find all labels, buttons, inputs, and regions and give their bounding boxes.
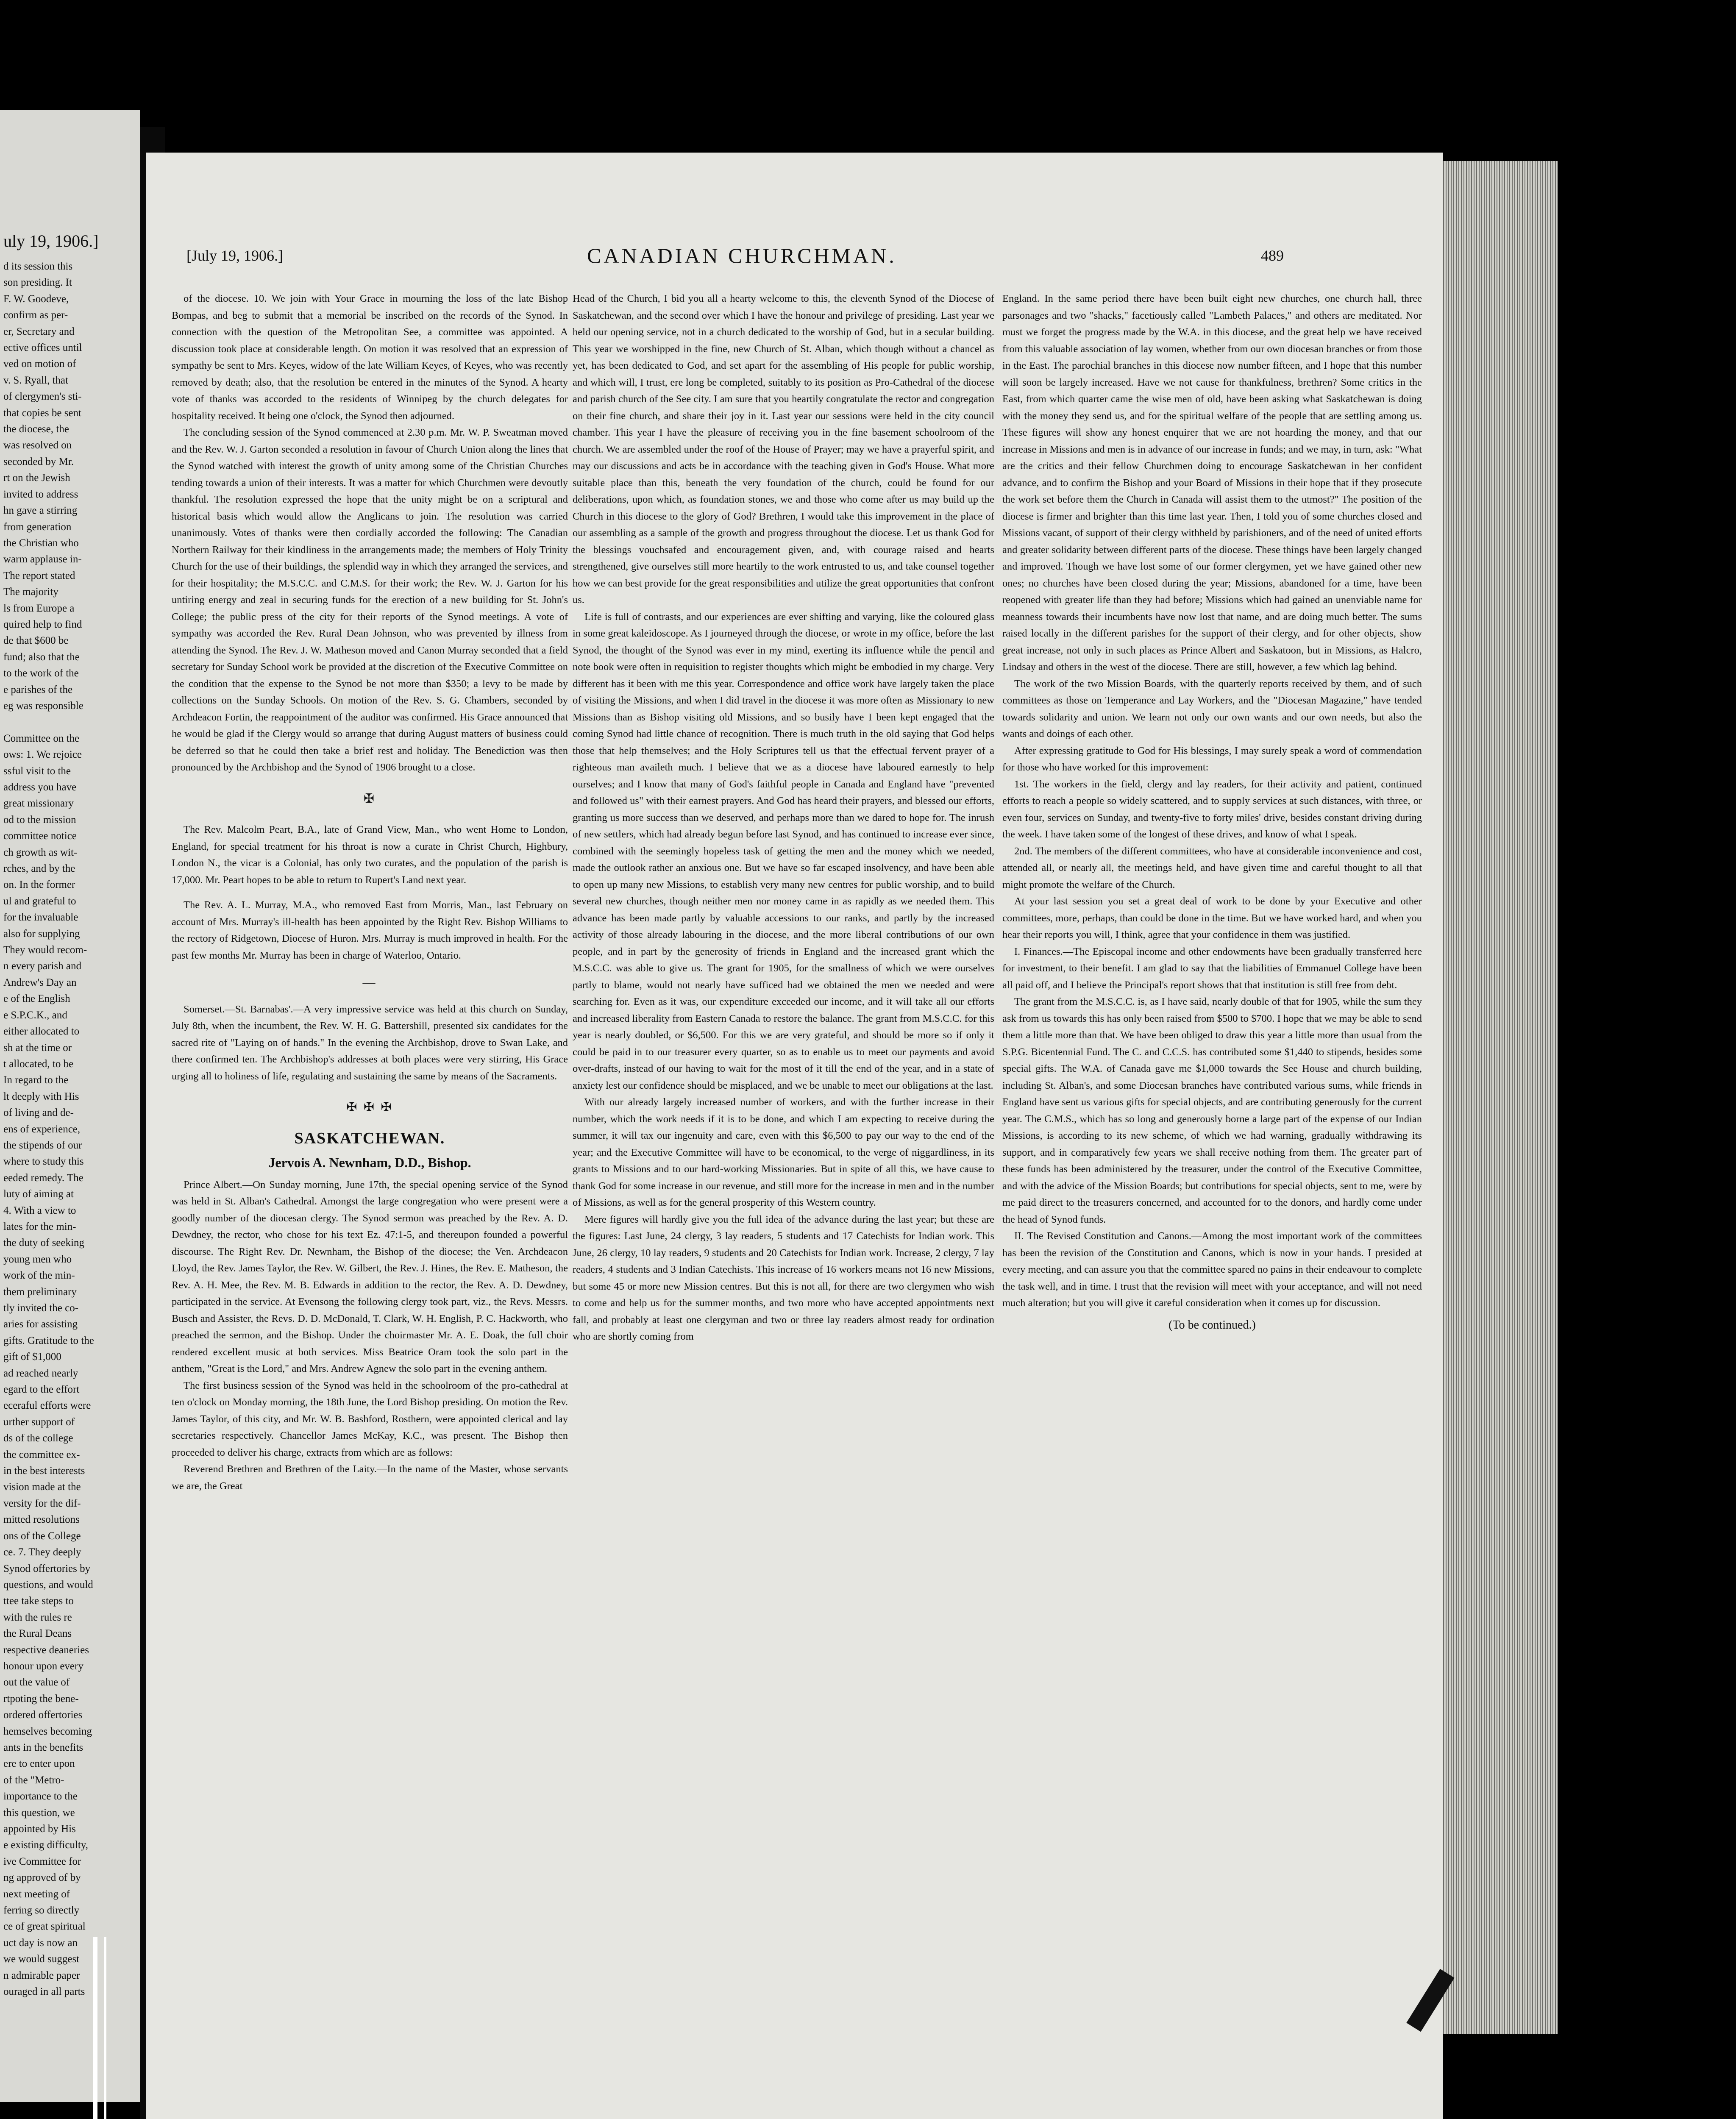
section-subhead: Jervois A. Newnham, D.D., Bishop. [268,1155,471,1170]
facing-page-header: uly 19, 1906.] [3,231,99,250]
paragraph: 1st. The workers in the field, clergy and lay readers, for their activity and patient, continued efforts to reach a people so widely scattered, and to supply services at such distances, with three, or even four, services on Sunday, and twenty-five to forty miles' drive, besides constant driving during the week. I have taken some of the longest of these drives, and know of what I speak. [1002,778,1422,840]
paragraph: Life is full of contrasts, and our experiences are ever shifting and varying, like the coloured glass in some great kaleidoscope. As I journeyed through the diocese, or wrote in my office, before the last Synod, the thought of the Synod was ever in my mind, exerting its influence while the pencil and note book were often in requisition to register thoughts which might be embodied in my charge. Very different has it been with me this year. Correspondence and office work have largely taken the place of visiting the Missions, and when I did travel in the diocese it was more often as Missionary to new Missions than as Bishop visiting old Missions, and so busily have I been kept engaged that the coming Synod had little chance of recognition. There is much truth in the old saying that God helps those that help themselves; and the Holy Scriptures tell us that the effectual fervent prayer of a righteous man availeth much. I believe that we as a diocese have laboured earnestly to help ourselves; and I know that many of God's faithful people in Canada and England have "prevented and followed us" with their earnest prayers. And God has heard their prayers, and blessed our efforts, granting us more success than we deserved, and perhaps more than we dared to hope for. The inrush of new settlers, which had already begun before last Synod, and has continued to increase ever since, combined with the seemingly hopeless task of getting the men and the money which we needed, made the outlook rather an anxious one. But we have so far escaped insolvency, and have been able to open up many new Missions, to establish very many new centres for public worship, and to build several new churches, though neither men nor money came in as rapidly as we needed them. This advance has been made partly by valuable accessions to our ranks, and partly by the increased activity of those already labouring in the diocese, and the more liberal contributions of our own people, and in part by the generosity of friends in England and the increased grant which the M.S.C.C. was able to give us. The grant for 1905, for the smallness of which we were ourselves partly to blame, would not nearly have sufficed had we obtained the men we needed and were searching for. Even as it was, our expenditure exceeded our income, and it will take all our efforts and increased liberality from Eastern Canada to restore the balance. The grant from M.S.C.C. for this year is nearly doubled, or $6,500. For this we are very grateful, and should be more so if only it could be paid in to our treasurer every quarter, so as to enable us to meet our payments and avoid over-drafts, instead of our having to wait for the most of it till the end of the year, and in a state of anxiety lest our confidence should be misplaced, and we be unable to meet our obligations at the last. [573,611,994,1091]
facing-page [0,110,140,2102]
paragraph: I. Finances.—The Episcopal income and other endowments have been gradually transferred here for investment, to their benefit. I am glad to say that the liabilities of Emmanuel College have been all paid off, and I believe the Principal's report shows that that institution is still free from debt. [1002,945,1422,991]
facing-page-text: d its session this son presiding. It F. W. Goodeve, confirm as per- er, Secretary and ective offices until ved on motion of v. S. Ryall, that of clergymen's sti- that copies be sent the diocese, the was resolved on seconded by Mr. rt on the Jewish invited to address hn gave a stirring from generation the Christian who warm applause in- The report stated The majority ls from Europe a quired help to find de that $600 be fund; also that the to the work of the e parishes of the eg was responsible Committee on the ows: 1. We rejoice ssful visit to the address you have great missionary od to the mission committee notice ch growth as wit- rches, and by the on. In the former ul and grateful to for the invaluable also for supplying They would recom- n every parish and Andrew's Day an e of the English e S.P.C.K., and either allocated to sh at the time or t allocated, to be In regard to the lt deeply with His of living and de- ens of experience, the stipends of our where to study this eeded remedy. The luty of aiming at 4. With a view to lates for the min- the duty of seeking young men who work of the min- them preliminary tly invited the co- aries for assisting gifts. Gratitude to the gift of $1,000 ad reached nearly egard to the effort eceraful efforts were urther support of ds of the college the committee ex- in the best interests vision made at the versity for the dif- mitted resolutions ons of the College ce. 7. They deeply Synod offertories by questions, and would ttee take steps to with the rules re the Rural Deans respective deaneries honour upon every out the value of rtpoting the bene- ordered offertories hemselves becoming ants in the benefits ere to enter upon of the "Metro- importance to the this question, we appointed by His e existing difficulty, ive Committee for ng approved of by next meeting of ferring so directly ce of great spiritual uct day is now an we would suggest n admirable paper ouraged in all parts [3,261,94,1998]
publication-title: CANADIAN CHURCHMAN. [587,244,897,267]
paragraph: 2nd. The members of the different committees, who have at considerable inconvenience and cost, attended all, or nearly all, the meetings held, and have given time and careful thought to all that might promote the welfare of the Church. [1002,845,1422,890]
column-2 [573,290,994,1345]
paragraph: Mere figures will hardly give you the full idea of the advance during the last year; but these are the figures: Last June, 24 clergy, 3 lay readers, 5 students and 17 Catechists for Indian work. This June, 26 clergy, 10 lay readers, 9 students and 20 Catechists for Indian work. Increase, 2 clergy, 7 lay readers, 4 students and 3 Indian Catechists. This increase of 16 workers means not 16 new Missions, but some 45 or more new Mission centres. But this is not all, for there are two clergymen who wish to come and help us for the summer months, and two more who have accepted appointments next fall, and probably at least one clergyman and two or three lay readers almost ready for ordination who are shortly coming from [573,1213,994,1342]
ornament-divider: — [362,975,377,989]
paragraph: Prince Albert.—On Sunday morning, June 17th, the special opening service of the Synod was held in St. Alban's Cathedral. Amongst the large congregation who were present were a goodly number of the diocesan clergy. The Synod sermon was preached by the Rev. A. D. Dewdney, the rector, who chose for his text Ez. 47:1-5, and thereupon founded a powerful discourse. The Right Rev. Dr. Newnham, the Bishop of the diocese; the Ven. Archdeacon Lloyd, the Rev. James Taylor, the Rev. W. Gilbert, the Rev. J. Hines, the Rev. E. Matheson, the Rev. A. H. Mee, the Rev. M. B. Edwards in addition to the rector, the Rev. A. D. Dewdney, participated in the service. At Evensong the following clergy took part, viz., the Revs. Messrs. Busch and Assister, the Revs. D. D. McDonald, T. Clark, W. H. English, P. C. Hackworth, who preached the sermon, and the Bishop. Under the choirmaster Mr. A. E. Doak, the full choir rendered excellent music at both services. Miss Beatrice Oram took the solo part in the anthem, "Great is the Lord," and Mrs. Andrew Agnew the solo part in the evening anthem. [172,1179,568,1374]
column-1 [172,290,568,1494]
continued-note: (To be continued.) [1168,1318,1256,1332]
paragraph: The first business session of the Synod was held in the schoolroom of the pro-cathedral at ten o'clock on Monday morning, the 18th June, the Lord Bishop presiding. On motion the Rev. James Taylor, of this city, and Mr. W. B. Bashford, Rosthern, were appointed clerical and lay secretaries respectively. Chancellor James McKay, K.C., was present. The Bishop then proceeded to deliver his charge, extracts from which are as follows: [172,1379,568,1458]
paragraph: of the diocese. 10. We join with Your Grace in mourning the loss of the late Bishop Bompas, and beg to submit that a memorial be inscribed on the records of the Synod. In connection with the question of the Metropolitan See, a committee was appointed. A discussion took place at considerable length. On motion it was resolved that an expression of sympathy be sent to Mrs. Keyes, widow of the late William Keyes, of Keyes, who was recently removed by death; also, that the resolution be entered in the minutes of the Synod. A hearty vote of thanks was accorded to the residents of Winnipeg by the church delegates for hospitality received. It being one o'clock, the Synod then adjourned. [172,293,568,422]
paragraph: At your last session you set a great deal of work to be done by your Executive and other committees, more, perhaps, than could be done in the time. But we have worked hard, and when you hear their reports you will, I think, agree that your confidence in them was justified. [1002,895,1422,940]
film-scratch [93,1937,97,2119]
paragraph: II. The Revised Constitution and Canons.—Among the most important work of the committees has been the revision of the Constitution and Canons, which is now in your hands. I presided at every meeting, and can assure you that the committee spared no pains in their endeavour to complete the task well, and in time. I trust that the revision will meet with your acceptance, and will not need much alteration; but you will give it careful consideration when it comes up for discussion. [1002,1230,1422,1309]
paragraph: The Rev. Malcolm Peart, B.A., late of Grand View, Man., who went Home to London, England, for special treatment for his throat is now a curate in Christ Church, Highbury, London N., the vicar is a Colonial, has only two curates, and the population of the parish is 17,000. Mr. Peart hopes to be able to return to Rupert's Land next year. [172,824,568,886]
film-scratch [104,1937,106,2119]
page-number: 489 [1261,247,1284,264]
section-ornament: ✠ ✠ ✠ [346,1100,393,1114]
paragraph: With our already largely increased number of workers, and with the further increase in their number, which the work needs if it is to be done, and which I am expecting to receive during the summer, it will tax our ingenuity and care, even with this $6,500 to pay our way to the end of the year; and the Executive Committee will have to be economical, to the verge of niggardliness, in its grants to Missions and to our hard-working Missionaries. But in spite of all this, we have cause to thank God for some increase in our revenue, and still more for the increase in men and in the number of Missions, as well as for the general prosperity of this Western country. [573,1096,994,1208]
ornament-divider: ✠ [363,791,376,806]
paragraph: England. In the same period there have been built eight new churches, one church hall, three parsonages and two "shacks," facetiously called "Lambeth Palaces," and others are meditated. Nor must we forget the progress made by the W.A. in this diocese, and the great help we have received from this valuable association of lay women, whether from our own diocesan branches or from those in the East. The parochial branches in this diocese now number fifteen, and I hope that this number will soon be largely increased. Have we not cause for thankfulness, brethren? Some critics in the East, from which quarter came the wise men of old, have been asking what Saskatchewan is doing with the money they send us, and for the spiritual welfare of the people that are settling among us. These figures will show any honest enquirer that we are not hoarding the money, and that our increase in Missions and men is in advance of our increase in funds; and we may, in turn, ask: "What are the critics and their fellow Churchmen doing to encourage Saskatchewan in her confident advance, and to confirm the Bishop and your Board of Missions in their hope that if they prosecute the work set before them the Church in Canada will assist them to the utmost?" The position of the diocese is firmer and brighter than this time last year. Then, I told you of some churches closed and Missions vacant, of support of their clergy withheld by parishioners, and of the need of united efforts and greater solidarity between different parts of the diocese. These things have been largely changed and improved. Though we have lost some of our former clergymen, yet we have gained other new ones; no churches have been closed during the year; Missions, abandoned for a time, have been reopened with greater life than they had before; Missions which had gained an unenviable name for meanness towards their incumbents have now lost that name, and are doing much better. The sums raised locally in the different parishes for the support of their clergy, and for other objects, show great increase, not only in such places as Prince Albert and Saskatoon, but in Missions, as Halcro, Lindsay and others in the west of the diocese. There are still, however, a few which lag behind. [1002,293,1422,673]
section-heading: SASKATCHEWAN. [294,1129,445,1147]
paragraph: After expressing gratitude to God for His blessings, I may surely speak a word of commendation for those who have worked for this improvement: [1002,745,1422,773]
column-3 [1002,290,1422,1333]
paragraph: The concluding session of the Synod commenced at 2.30 p.m. Mr. W. P. Sweatman moved and the Rev. W. J. Garton seconded a resolution in favour of Church Union along the lines that the Synod watched with interest the growth of unity among some of the Christian Churches tending towards a union of their interests. It was a matter for which Churchmen were devoutly thankful. The resolution expressed the hope that the unity might be on a scriptural and historical basis which would allow the Anglicans to join. The resolution was carried unanimously. Votes of thanks were then cordially accorded the following: The Canadian Northern Railway for their kindliness in the arrangements made; the members of Holy Trinity Church for the use of their buildings, the splendid way in which they arranged the services, and for their hospitality; the M.S.C.C. and C.M.S. for their work; the Rev. W. J. Garton for his untiring energy and zeal in securing funds for the erection of a new building for St. John's College; the public press of the city for their reports of the Synod meetings. A vote of sympathy was accorded the Rev. Rural Dean Johnson, who was prevented by illness from attending the Synod. The Rev. J. W. Matheson moved and Canon Murray seconded that a field secretary for Sunday School work be provided at the discretion of the Executive Committee on the condition that the expense to the Synod be not more than $350; a levy to be made by collections on the Sunday Schools. On motion of the Rev. S. G. Chambers, seconded by Archdeacon Fortin, the reappointment of the auditor was confirmed. His Grace announced that he would be glad if the Clergy would so arrange that during August matters of business could be deferred so that he could then take a brief rest and holiday. The Benediction was then pronounced by the Archbishop and the Synod of 1906 brought to a close. [172,427,568,773]
paragraph: The grant from the M.S.C.C. is, as I have said, nearly double of that for 1905, while the sum they ask from us towards this has only been raised from $500 to $700. I hope that we may be able to send them a little more than that. We have been obliged to draw this year a little more than usual from the S.P.G. Bicentennial Fund. The C. and C.C.S. has contributed some $1,440 to stipends, besides some special gifts. The W.A. of Canada gave me $1,000 towards the See House and church building, including St. Alban's, and some Diocesan branches have contributed various sums, while friends in England have sent us various gifts for special objects, and are contributing generously for the current year. The C.M.S., which has so long and generously borne a large part of the expense of our Indian Missions, is according to its new scheme, of which we had warning, gradually withdrawing its support, and in comparatively few years we shall receive nothing from them. The greater part of these funds has been administered by the treasurer, under the control of the Executive Committee, and with the advice of the Mission Boards; but contributions for special objects, sent to me, were by me paid direct to the treasurers concerned, and accounted for to the donors, and hardly come under the head of Synod funds. [1002,996,1422,1225]
paragraph: The work of the two Mission Boards, with the quarterly reports received by them, and of such committees as those on Temperance and Lay Workers, and the "Diocesan Magazine," have tended towards solidarity and union. We learn not only our own wants and our own needs, but also the wants and doings of each other. [1002,678,1422,740]
paragraph: The Rev. A. L. Murray, M.A., who removed East from Morris, Man., last February on account of Mrs. Murray's ill-health has been appointed by the Right Rev. Bishop Williams to the rectory of Ridgetown, Diocese of Huron. Mrs. Murray is much improved in health. For the past few months Mr. Murray has been in charge of Waterloo, Ontario. [172,899,568,961]
paragraph: Head of the Church, I bid you all a hearty welcome to this, the eleventh Synod of the Diocese of Saskatchewan, and the second over which I have the honour and privilege of presiding. Last year we held our opening service, not in a church dedicated to the worship of God, but in a secular building. This year we worshipped in the fine, new Church of St. Alban, which though without a chancel as yet, has been dedicated to God, and set apart for the assembling of His people for public worship, and which will, I trust, ere long be completed, suitably to its position as Pro-Cathedral of the diocese and parish church of the See city. I am sure that you heartily congratulate the rector and congregation on their fine church, and share their joy in it. Last year our sessions were held in the city council chamber. This year I have the pleasure of receiving you in the fine basement schoolroom of the church. We are assembled under the roof of the House of Prayer; may we have a prayerful spirit, and may our discussions and acts be in accordance with the teaching given in God's House. What more suitable place than this, beneath the very foundation of the church, could be found for our deliberations, upon which, as foundation stones, we and those who come after us may build up the Church in this diocese to the glory of God? Brethren, I would take this improvement in the place of our assembling as a sample of the growth and progress throughout the diocese. Let us thank God for the blessings vouchsafed and encouragement given, and, with courage raised and hearts strengthened, give ourselves still more heartily to the work entrusted to us, and take counsel together how we can best provide for the great responsibilities and utilize the great opportunities that confront us. [573,293,994,606]
paragraph: Somerset.—St. Barnabas'.—A very impressive service was held at this church on Sunday, July 8th, when the incumbent, the Rev. W. H. G. Battershill, presented six candidates for the sacred rite of "Laying on of hands." In the evening the Archbishop, drove to Swan Lake, and there confirmed ten. The Archbishop's addresses at both places were very stirring, His Grace urging all to holiness of life, regulating and sustaining the same by means of the Sacraments. [172,1003,568,1082]
newspaper-page [146,153,1443,2119]
page-edges [1439,161,1558,2034]
running-head [146,244,1443,272]
issue-date: [July 19, 1906.] [186,247,283,264]
paragraph: Reverend Brethren and Brethren of the Laity.—In the name of the Master, whose servants we are, the Great [172,1463,568,1492]
